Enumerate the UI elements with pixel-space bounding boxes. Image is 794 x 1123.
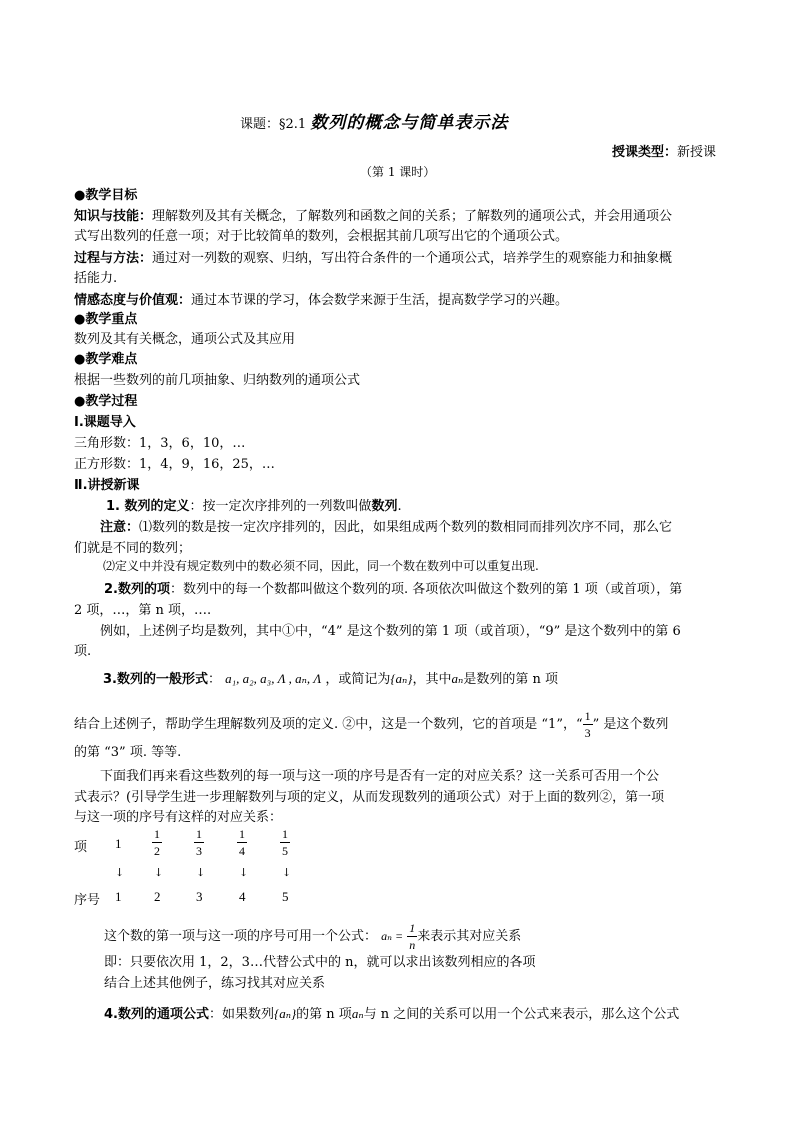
- table-term-numerator: 1: [282, 827, 288, 841]
- objective-knowledge-text: 理解数列及其有关概念，了解数列和函数之间的关系；了解数列的通项公式，并会用通项公: [152, 209, 673, 224]
- general-form-line: [103, 668, 558, 687]
- formula-text: 这个数的第一项与这一项的序号可用一个公式：: [104, 929, 378, 944]
- process-heading: ●教学过程: [74, 394, 138, 409]
- objective-knowledge-label: 知识与技能：: [74, 209, 153, 224]
- table-index-cell: 3: [196, 889, 203, 904]
- term-definition-line1: [104, 578, 682, 597]
- substitution-line: 即：只要依次用 1，2，3…代替公式中的 n，就可以求出该数列相应的各项: [104, 955, 536, 970]
- general-form-sequence: a₁, a₂, a₃, Λ , aₙ, Λ: [225, 671, 322, 686]
- table-arrow: ↓: [239, 866, 249, 879]
- table-term-cell: [237, 828, 247, 857]
- fraction-one-third: [583, 710, 593, 739]
- formula-fraction: [407, 922, 417, 951]
- general-form-tail: 是数列的第 n 项: [463, 672, 558, 687]
- table-arrow: ↓: [196, 866, 206, 879]
- fraction-denominator: 3: [584, 726, 591, 740]
- general-term-line: [104, 1003, 679, 1022]
- table-term-fraction: [194, 828, 204, 857]
- keypoints-heading: ●教学重点: [74, 312, 138, 327]
- general-term-notation: {aₙ}: [274, 1006, 297, 1021]
- table-term-fraction: [152, 828, 162, 857]
- table-term-numerator: 1: [239, 827, 245, 841]
- table-term-denominator: 5: [282, 844, 288, 858]
- general-term-text: ：如果数列: [208, 1007, 274, 1022]
- lesson-prefix: 课题：§2.1: [240, 117, 307, 132]
- table-arrow: ↓: [282, 866, 292, 879]
- definition-line: [106, 495, 402, 514]
- term-definition-line2: 2 项，…，第 n 项，….: [74, 603, 212, 618]
- table-arrow: ↓: [154, 866, 164, 879]
- combine-line2: 的第 “3” 项. 等等.: [74, 745, 182, 760]
- section-new-lesson: Ⅱ.讲授新课: [74, 478, 140, 493]
- table-term-fraction: [280, 828, 290, 857]
- objectives-heading: ●教学目标: [74, 188, 138, 203]
- table-term-denominator: 2: [154, 844, 160, 858]
- table-index-label: 序号: [74, 893, 101, 908]
- example-line1: 例如，上述例子均是数列，其中①中，“4” 是这个数列的第 1 项（或首项），“9” 是这个数列中的第 6: [100, 624, 681, 639]
- note1-line2: 们就是不同的数列；: [74, 541, 192, 556]
- general-form-mid: ，或简记为: [325, 672, 391, 687]
- difficulties-heading: ●教学难点: [74, 352, 138, 367]
- combine-text-a: 结合上述例子，帮助学生理解数列及项的定义. ②中，这是一个数列，它的首项是 “1”，“: [74, 717, 583, 732]
- general-term-mid: 的第 n 项: [296, 1007, 352, 1022]
- objective-process-line2: 括能力.: [74, 271, 118, 286]
- formula-line: [104, 922, 521, 951]
- table-index-cell: 2: [154, 889, 161, 904]
- section-intro: Ⅰ.课题导入: [74, 415, 136, 430]
- objective-attitude-label: 情感态度与价值观：: [74, 293, 192, 308]
- table-term-label: 项: [74, 840, 88, 855]
- formula-tail: 来表示其对应关系: [417, 929, 522, 944]
- table-index-cell: 5: [282, 889, 289, 904]
- definition-term: 数列: [371, 499, 398, 514]
- practice-line: 结合上述其他例子，练习找其对应关系: [104, 976, 326, 991]
- relation-line2: 式表示？(引导学生进一步理解数列与项的定义，从而发现数列的通项公式）对于上面的数列②，第一项: [74, 790, 665, 805]
- table-term-denominator: 3: [196, 844, 202, 858]
- fraction-numerator: 1: [584, 709, 591, 723]
- term-text: ：数列中的每一个数都叫做这个数列的项. 各项依次叫做这个数列的第 1 项（或首项），第: [169, 582, 683, 597]
- lesson-title: 数列的概念与简单表示法: [310, 113, 509, 133]
- combine-text-b: ” 是这个数列: [592, 717, 669, 732]
- objective-process-label: 过程与方法：: [74, 251, 153, 266]
- note2: ⑵定义中并没有规定数列中的数必须不同，因此，同一个数在数列中可以重复出现.: [103, 559, 539, 573]
- sequence-notation: {aₙ}: [390, 671, 413, 686]
- definition-label: 1. 数列的定义: [106, 499, 190, 514]
- definition-end: .: [397, 499, 402, 514]
- relation-line1: 下面我们再来看这些数列的每一项与这一项的序号是否有一定的对应关系？这一关系可否用一个公: [100, 769, 660, 784]
- class-type-label: 授课类型：: [612, 145, 678, 160]
- formula-lhs: aₙ =: [381, 929, 404, 943]
- general-term-tail: 与 n 之间的关系可以用一个公式来表示，那么这个公式: [363, 1007, 680, 1022]
- combine-line1: [74, 710, 668, 739]
- note1-text: ⑴数列的数是按一定次序排列的，因此，如果组成两个数列的数相同而排列次序不同，那么它: [139, 520, 673, 535]
- definition-text: ：按一定次序排列的一列数叫做: [189, 499, 372, 514]
- class-type-value: 新授课: [677, 145, 717, 160]
- table-index-cell: 4: [239, 889, 246, 904]
- term-label: 2.数列的项: [104, 582, 170, 597]
- objective-process-text: 通过对一列数的观察、归纳，写出符合条件的一个通项公式，培养学生的观察能力和抽象概: [152, 251, 673, 266]
- objective-knowledge-line2: 式写出数列的任意一项；对于比较简单的数列，会根据其前几项写出它的个通项公式。: [74, 229, 569, 244]
- table-term-cell: [194, 828, 204, 857]
- objective-attitude-text: 通过本节课的学习，体会数学来源于生活，提高数学学习的兴趣。: [191, 293, 569, 308]
- table-term-cell: [152, 828, 162, 857]
- difficulties-text: 根据一些数列的前几项抽象、归纳数列的通项公式: [74, 373, 361, 388]
- objective-attitude: [74, 289, 568, 308]
- table-term-numerator: 1: [196, 827, 202, 841]
- general-term-an: aₙ: [351, 1006, 364, 1021]
- table-term-numerator: 1: [154, 827, 160, 841]
- nth-term-symbol: aₙ: [451, 671, 464, 686]
- table-term-denominator: 4: [239, 844, 245, 858]
- general-form-label: 3.数列的一般形式: [103, 672, 208, 687]
- general-form-colon: ：: [207, 672, 221, 687]
- formula-denominator: n: [409, 938, 416, 952]
- objective-process-line1: [74, 247, 672, 266]
- period: （第 1 课时）: [360, 165, 436, 179]
- note1-line1: [100, 516, 672, 535]
- objective-knowledge-line1: [74, 205, 672, 224]
- triangular-numbers: 三角形数：1，3，6，10，…: [74, 436, 246, 451]
- lesson-title-line: [240, 108, 508, 133]
- general-term-label: 4.数列的通项公式: [104, 1007, 209, 1022]
- table-index-cell: 1: [115, 889, 122, 904]
- table-arrow: ↓: [115, 866, 125, 879]
- general-form-end: ，其中: [412, 672, 452, 687]
- table-term-fraction: [237, 828, 247, 857]
- example-line2: 项.: [74, 644, 92, 659]
- relation-line3: 与这一项的序号有这样的对应关系：: [74, 810, 283, 825]
- formula-numerator: 1: [409, 921, 416, 935]
- class-type: [612, 141, 716, 160]
- table-term-cell: [280, 828, 290, 857]
- keypoints-text: 数列及其有关概念，通项公式及其应用: [74, 332, 296, 347]
- table-term-cell: 1: [115, 836, 122, 851]
- square-numbers: 正方形数：1，4，9，16，25，…: [74, 457, 275, 472]
- note-label: 注意：: [100, 520, 140, 535]
